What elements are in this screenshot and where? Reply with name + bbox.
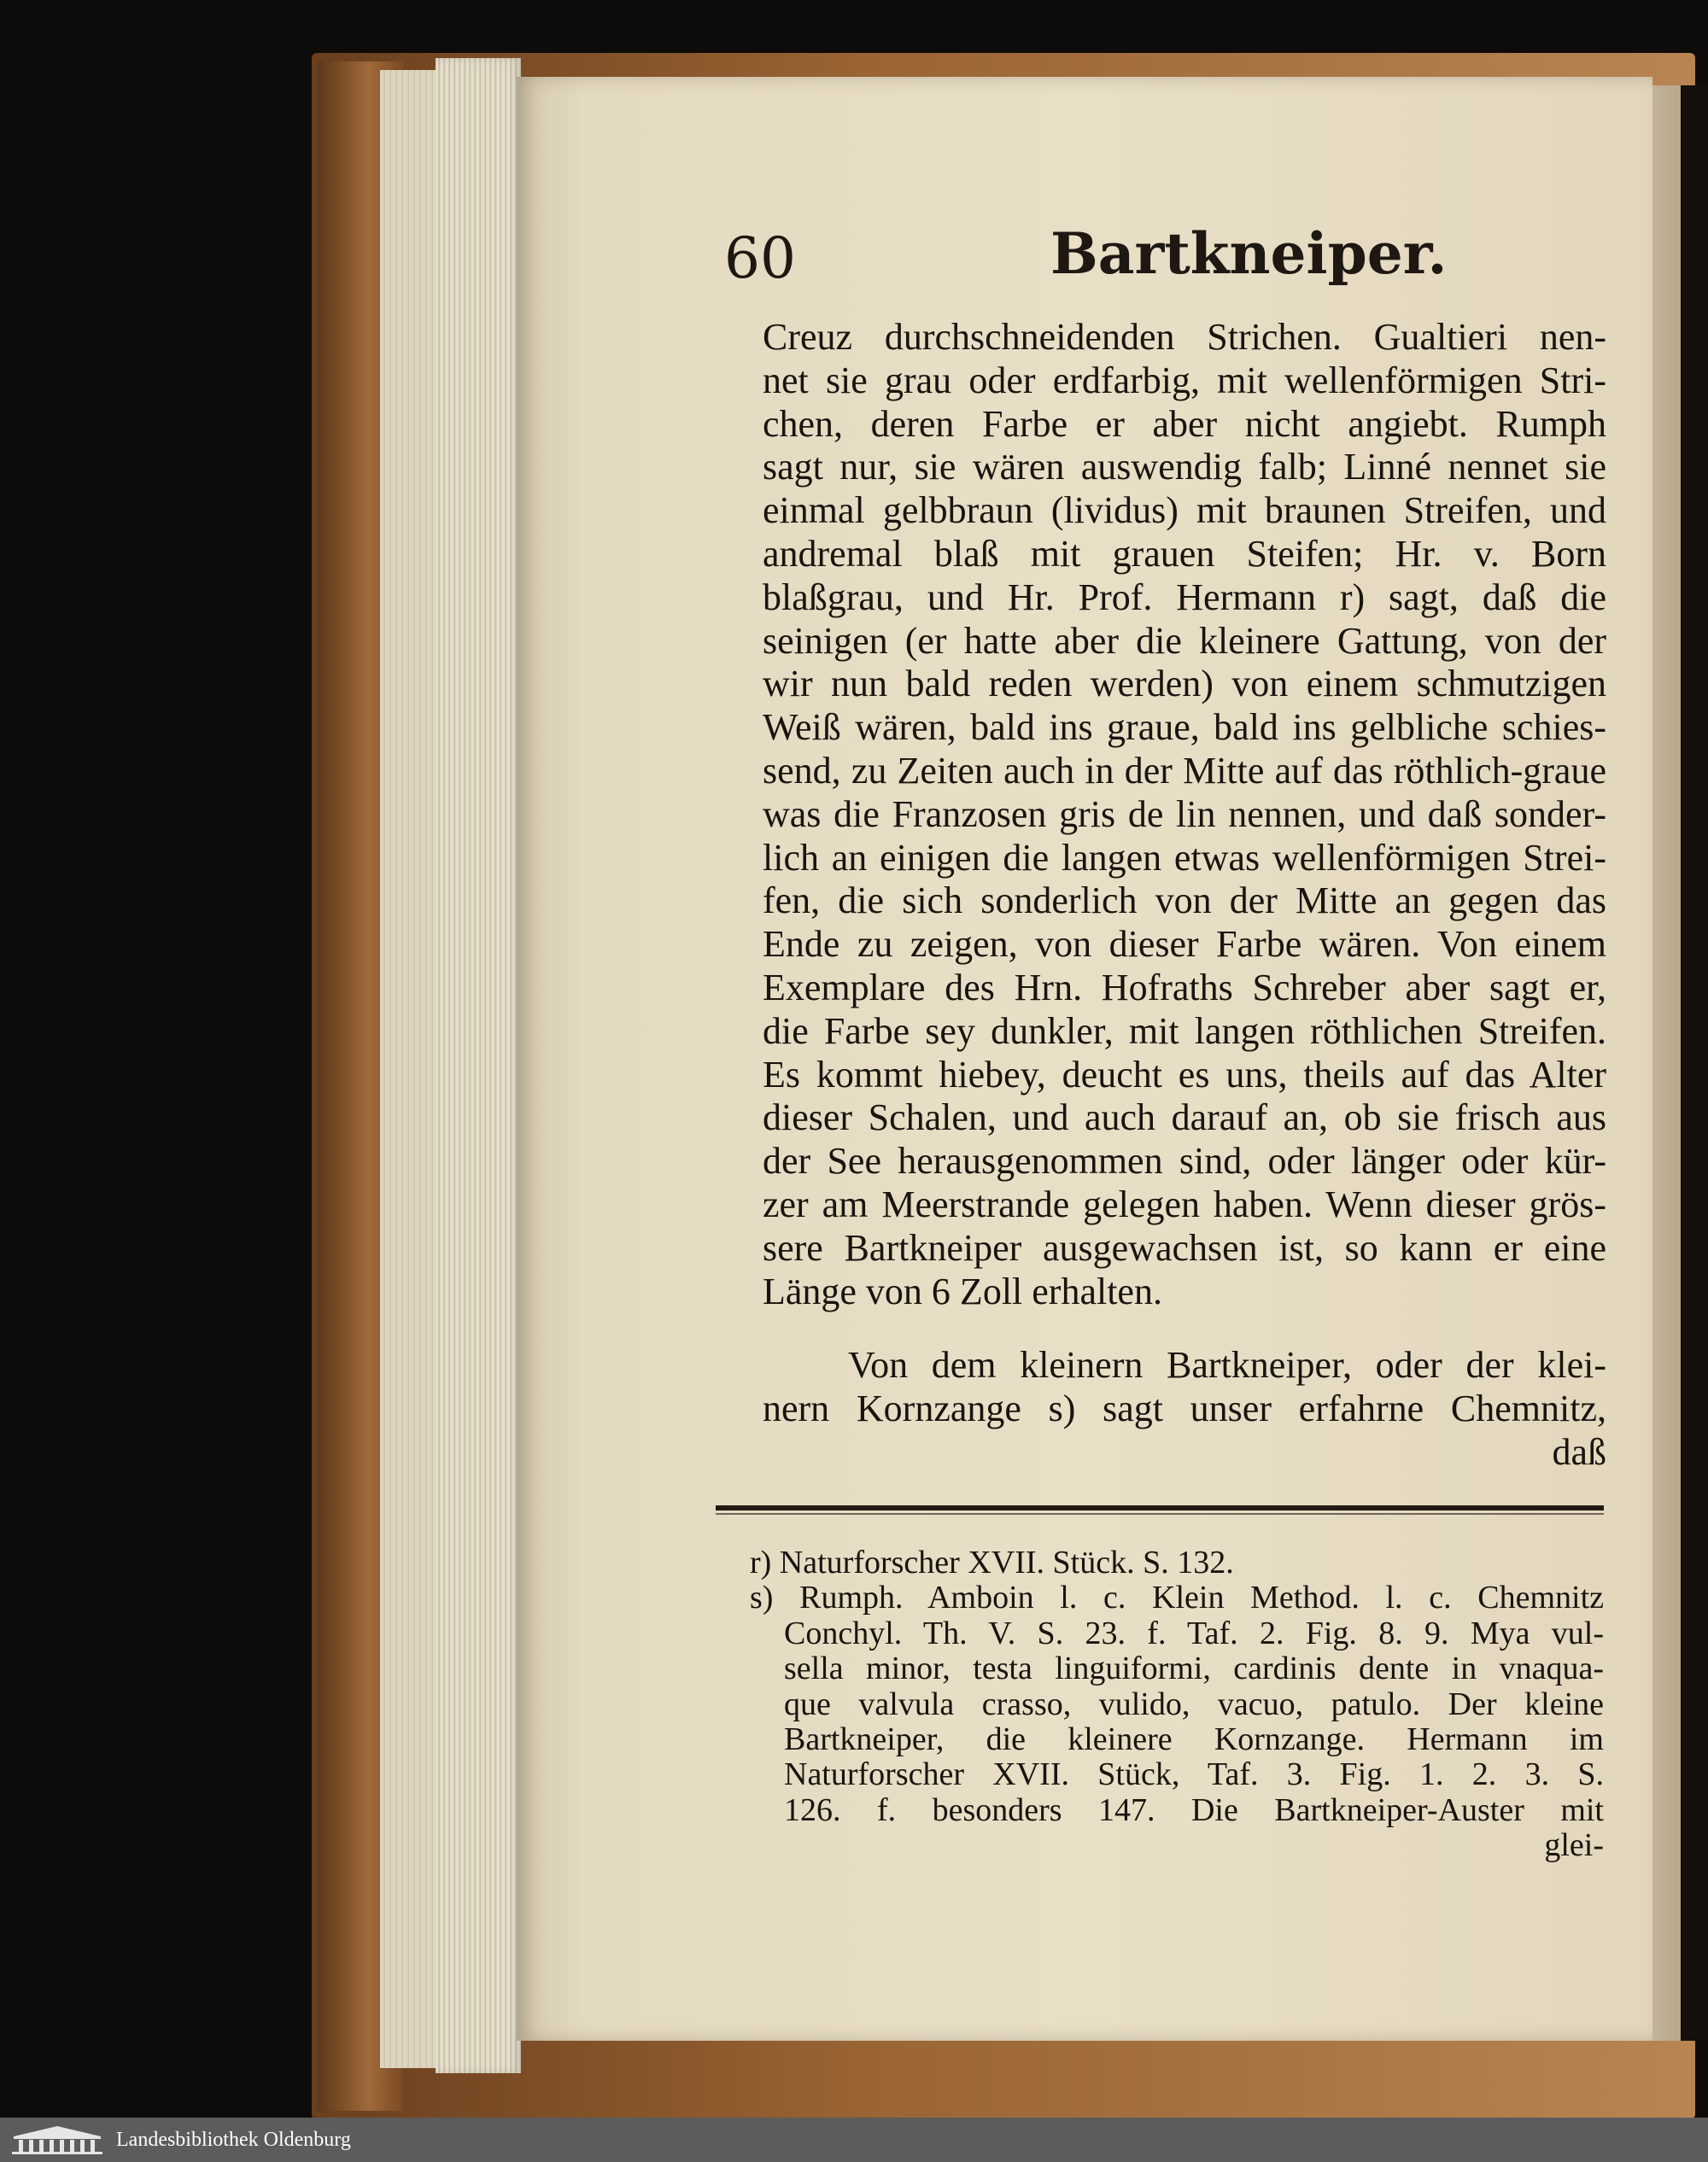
page-number: 60 [724, 225, 796, 291]
text-line: blaßgrau, und Hr. Prof. Hermann r) sagt, daß die [763, 576, 1606, 618]
text-line: fen, die sich sonderlich von der Mitte an gegen das [763, 879, 1606, 922]
library-name[interactable]: Landesbibliothek Oldenburg [116, 2129, 351, 2151]
text-line: der See herausgenommen sind, oder länger oder kür- [763, 1140, 1606, 1183]
text-line: nern Kornzange s) sagt unser erfahrne Chemnitz, [763, 1388, 1606, 1430]
text-line: Es kommt hiebey, deucht es uns, theils auf das Alter [763, 1053, 1606, 1096]
footnote-s-line: Bartkneiper, die kleinere Kornzange. Hermann im [784, 1721, 1604, 1757]
body-text [763, 316, 1606, 1475]
text-line: Länge von 6 Zoll erhalten. [763, 1270, 1162, 1312]
library-building-icon [10, 2124, 104, 2155]
text-line: seinigen (er hatte aber die kleinere Gattung, von der [763, 619, 1606, 662]
footnotes [750, 1546, 1604, 1864]
text-line: Exemplare des Hrn. Hofraths Schreber aber sagt er, [763, 966, 1606, 1008]
text-line: andremal blaß mit grauen Steifen; Hr. v. Born [763, 532, 1606, 575]
footnote-s-line: 126. f. besonders 147. Die Bartkneiper-Auster mit [784, 1792, 1604, 1828]
text-line: zer am Meerstrande gelegen haben. Wenn dieser grös- [763, 1183, 1606, 1225]
catchword: daß [1552, 1430, 1606, 1473]
footnote-catchword: glei- [1544, 1828, 1604, 1864]
footnote-r: r) Naturforscher XVII. Stück. S. 132. [750, 1546, 1234, 1581]
footnote-rule-thin [716, 1513, 1604, 1515]
text-line: einmal gelbbraun (lividus) mit braunen Streifen, und [763, 489, 1606, 532]
footnote-s-line: Naturforscher XVII. Stück, Taf. 3. Fig. 1. 2. 3. S. [784, 1757, 1604, 1793]
running-title: Bartkneiper. [1050, 220, 1448, 287]
text-line: send, zu Zeiten auch in der Mitte auf das röthlich-graue [763, 749, 1606, 792]
footnote-s-line: sella minor, testa linguiformi, cardinis dente in vnaqua- [784, 1651, 1604, 1687]
paragraph-gap [763, 1313, 1606, 1344]
text-line: was die Franzosen gris de lin nennen, und daß sonder- [763, 792, 1606, 835]
text-line: sere Bartkneiper ausgewachsen ist, so kann er eine [763, 1226, 1606, 1269]
text-line: Creuz durchschneidenden Strichen. Gualtieri nen- [763, 316, 1606, 358]
text-line: sagt nur, sie wären auswendig falb; Linné nennet sie [763, 446, 1606, 488]
text-line: dieser Schalen, und auch darauf an, ob sie frisch aus [763, 1096, 1606, 1139]
footnote-s-line: s) Rumph. Amboin l. c. Klein Method. l. c. Chemnitz [750, 1581, 1604, 1616]
text-line: Von dem kleinern Bartkneiper, oder der klei- [848, 1344, 1606, 1387]
background-edge [1681, 85, 1708, 2041]
text-line: lich an einigen die langen etwas wellenförmigen Strei- [763, 836, 1606, 879]
text-line: wir nun bald reden werden) von einem schmutzigen [763, 663, 1606, 705]
text-line: net sie grau oder erdfarbig, mit wellenförmigen Stri- [763, 359, 1606, 401]
footnote-rule [716, 1505, 1604, 1510]
footnote-s-line: que valvula crasso, vulido, vacuo, patulo. Der kleine [784, 1686, 1604, 1722]
text-line: Weiß wären, bald ins graue, bald ins gelbliche schies- [763, 706, 1606, 749]
text-line: chen, deren Farbe er aber nicht angiebt. Rumph [763, 402, 1606, 445]
text-line: die Farbe sey dunkler, mit langen röthlichen Streifen. [763, 1009, 1606, 1052]
page-stack [380, 70, 440, 2068]
text-line: Ende zu zeigen, von dieser Farbe wären. Von einem [763, 923, 1606, 966]
footer-bar [0, 2118, 1708, 2162]
page-edges [436, 58, 521, 2073]
footnote-s-line: Conchyl. Th. V. S. 23. f. Taf. 2. Fig. 8. 9. Mya vul- [784, 1616, 1604, 1651]
